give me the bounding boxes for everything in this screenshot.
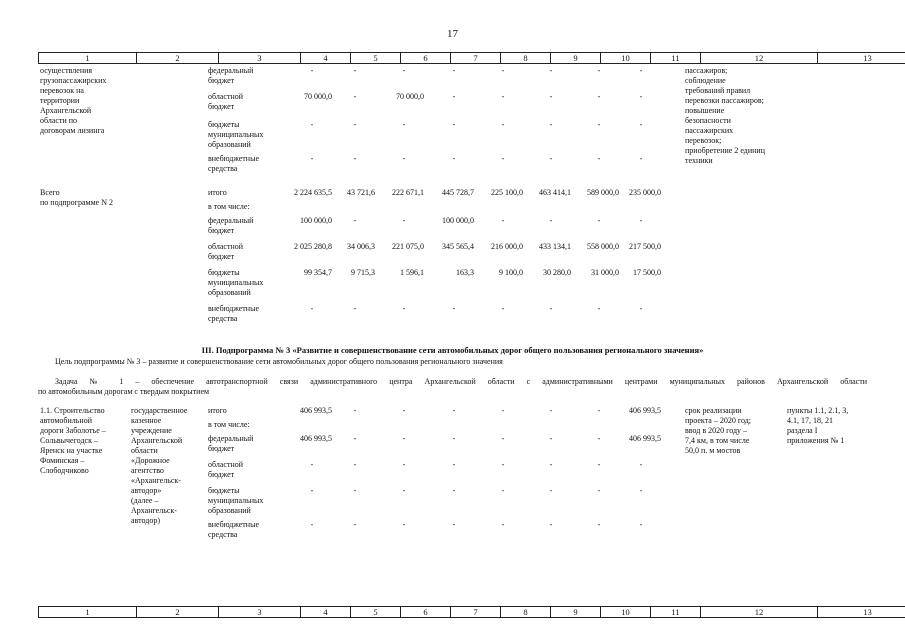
block1-value: -: [402, 66, 406, 75]
block1-value: -: [549, 66, 553, 75]
block2-value: -: [501, 216, 505, 225]
page-number: 17: [447, 28, 458, 40]
block3-row-label: бюджет: [208, 444, 235, 453]
block3-measure: дороги Заболотье –: [40, 426, 106, 435]
block3-reference: раздела I: [787, 426, 818, 435]
block2-value: 43 721,6: [347, 188, 375, 197]
block3-result: срок реализации: [685, 406, 742, 415]
block3-executor: автодор»: [131, 486, 162, 495]
block2-value: 225 100,0: [491, 188, 523, 197]
block3-value: -: [452, 406, 456, 415]
block1-description: грузопассажирских: [40, 76, 107, 85]
block2-value: 99 354,7: [304, 268, 332, 277]
block2-value: 31 000,0: [591, 268, 619, 277]
block2-row-label: внебюджетные: [208, 304, 259, 313]
block3-row-label: внебюджетные: [208, 520, 259, 529]
block3-value: -: [549, 486, 553, 495]
block1-row-label: областной: [208, 92, 244, 101]
block3-value: -: [353, 406, 357, 415]
block2-title: по подпрограмме N 2: [40, 198, 113, 207]
header-bottom-col-5: 5: [351, 607, 401, 618]
block1-value: 70 000,0: [304, 92, 332, 101]
block3-value: -: [639, 486, 643, 495]
block3-value: 406 993,5: [300, 406, 332, 415]
block3-value: -: [501, 460, 505, 469]
block1-value: -: [501, 120, 505, 129]
block3-value: -: [452, 486, 456, 495]
block2-value: 463 414,1: [539, 188, 571, 197]
block3-result: проекта – 2020 год;: [685, 416, 751, 425]
block3-value: -: [501, 434, 505, 443]
block3-value: -: [501, 406, 505, 415]
block1-value: -: [549, 92, 553, 101]
header-top-col-11: 11: [651, 53, 701, 64]
block2-value: 222 671,1: [392, 188, 424, 197]
block3-measure: Фоминская –: [40, 456, 85, 465]
block3-executor: «Дорожное: [131, 456, 170, 465]
block1-value: -: [501, 92, 505, 101]
block2-row-label: федеральный: [208, 216, 254, 225]
header-bottom-col-7: 7: [451, 607, 501, 618]
block2-value: -: [549, 216, 553, 225]
block3-value: -: [353, 486, 357, 495]
block2-value: -: [402, 304, 406, 313]
header-top-col-13: 13: [818, 53, 905, 64]
block2-value: 221 075,0: [392, 242, 424, 251]
block1-value: -: [402, 120, 406, 129]
block2-value: 216 000,0: [491, 242, 523, 251]
block1-value: -: [353, 154, 357, 163]
block3-measure: Слободчиково: [40, 466, 89, 475]
block1-description: области по: [40, 116, 78, 125]
block2-value: 9 715,3: [351, 268, 375, 277]
block2-row-label: бюджет: [208, 252, 235, 261]
block1-row-label: бюджет: [208, 102, 235, 111]
block3-value: -: [452, 434, 456, 443]
header-top-col-10: 10: [601, 53, 651, 64]
block3-row-label: федеральный: [208, 434, 254, 443]
block3-reference: пункты 1.1, 2.1, 3,: [787, 406, 849, 415]
block1-value: -: [639, 66, 643, 75]
block3-reference: 4.1, 17, 18, 21: [787, 416, 833, 425]
block3-executor: области: [131, 446, 158, 455]
block3-measure: 1.1. Строительство: [40, 406, 105, 415]
block3-row-label: в том числе:: [208, 420, 250, 429]
block2-value: 2 025 280,8: [294, 242, 332, 251]
block2-value: 558 000,0: [587, 242, 619, 251]
block3-value: -: [452, 520, 456, 529]
block3-value: -: [549, 460, 553, 469]
block2-value: -: [501, 304, 505, 313]
block1-value: -: [353, 92, 357, 101]
task-line-2: по автомобильным дорогам с твердым покрытием: [38, 387, 210, 396]
block1-row-label: образований: [208, 140, 251, 149]
block3-value: -: [597, 406, 601, 415]
block1-description: договорам лизинга: [40, 126, 105, 135]
block3-result: 50,0 п. м мостов: [685, 446, 741, 455]
block1-value: -: [310, 154, 314, 163]
block2-row-label: средства: [208, 314, 238, 323]
block1-value: -: [597, 92, 601, 101]
block2-value: 163,3: [456, 268, 474, 277]
block3-executor: автодор): [131, 516, 161, 525]
block2-value: -: [402, 216, 406, 225]
header-top-col-6: 6: [401, 53, 451, 64]
block1-row-label: средства: [208, 164, 238, 173]
block3-executor: (далее –: [131, 496, 159, 505]
block3-value: -: [402, 460, 406, 469]
block3-value: -: [310, 486, 314, 495]
block2-value: 30 280,0: [543, 268, 571, 277]
block1-description: перевозок на: [40, 86, 84, 95]
block3-value: 406 993,5: [629, 406, 661, 415]
block3-value: -: [597, 486, 601, 495]
block2-value: -: [639, 216, 643, 225]
header-bottom-col-4: 4: [301, 607, 351, 618]
block1-row-label: федеральный: [208, 66, 254, 75]
block3-executor: государственное: [131, 406, 188, 415]
block2-value: 17 500,0: [633, 268, 661, 277]
block1-row-label: муниципальных: [208, 130, 264, 139]
block3-executor: Архангельск-: [131, 506, 177, 515]
block2-value: 100 000,0: [442, 216, 474, 225]
header-bottom-col-10: 10: [601, 607, 651, 618]
block2-value: 235 000,0: [629, 188, 661, 197]
header-top-col-1: 1: [39, 53, 137, 64]
block2-row-label: муниципальных: [208, 278, 264, 287]
block3-executor: казенное: [131, 416, 162, 425]
block3-row-label: муниципальных: [208, 496, 264, 505]
block1-value: -: [639, 92, 643, 101]
header-bottom-col-6: 6: [401, 607, 451, 618]
block3-value: -: [402, 486, 406, 495]
block1-value: -: [402, 154, 406, 163]
block1-result: перевозки пассажиров;: [685, 96, 764, 105]
block1-result: техники: [685, 156, 713, 165]
header-top-col-9: 9: [551, 53, 601, 64]
block1-value: -: [597, 120, 601, 129]
header-top-col-4: 4: [301, 53, 351, 64]
block2-row-label: бюджеты: [208, 268, 240, 277]
block1-row-label: внебюджетные: [208, 154, 259, 163]
column-header-row-bottom: [38, 606, 905, 618]
column-header-row-top: [38, 52, 905, 64]
block1-result: пассажирских: [685, 126, 734, 135]
block1-result: соблюдение: [685, 76, 726, 85]
block2-value: 1 596,1: [400, 268, 424, 277]
header-bottom-col-9: 9: [551, 607, 601, 618]
block3-value: -: [452, 460, 456, 469]
block3-row-label: областной: [208, 460, 244, 469]
block3-result: 7,4 км, в том числе: [685, 436, 750, 445]
block1-result: безопасности: [685, 116, 731, 125]
block1-description: территории: [40, 96, 80, 105]
block2-value: -: [353, 216, 357, 225]
block1-row-label: бюджет: [208, 76, 235, 85]
block2-value: 34 006,3: [347, 242, 375, 251]
block2-title: Всего: [40, 188, 60, 197]
block3-value: -: [402, 434, 406, 443]
block2-value: 445 728,7: [442, 188, 474, 197]
block2-row-label: бюджет: [208, 226, 235, 235]
block2-value: 345 565,4: [442, 242, 474, 251]
block2-value: -: [639, 304, 643, 313]
block3-measure: автомобильной: [40, 416, 92, 425]
block3-value: -: [402, 406, 406, 415]
block3-row-label: образований: [208, 506, 251, 515]
task-line-1: Задача № 1 – обеспечение автотранспортной связи административного центра Архангельской области с административными центрами муниципальных районов Архангельской области: [55, 377, 867, 386]
block2-value: 9 100,0: [499, 268, 523, 277]
block1-value: -: [353, 66, 357, 75]
block1-description: осуществления: [40, 66, 93, 75]
block3-value: 406 993,5: [300, 434, 332, 443]
block3-value: -: [597, 520, 601, 529]
header-bottom-col-8: 8: [501, 607, 551, 618]
block1-value: -: [310, 120, 314, 129]
block3-value: -: [501, 520, 505, 529]
header-bottom-col-13: 13: [818, 607, 905, 618]
block2-row-label: итого: [208, 188, 227, 197]
block1-result: пассажиров;: [685, 66, 728, 75]
block1-value: -: [549, 154, 553, 163]
block2-value: -: [310, 304, 314, 313]
block3-reference: приложения № 1: [787, 436, 845, 445]
block3-value: -: [353, 520, 357, 529]
block1-result: повышение: [685, 106, 725, 115]
block3-row-label: бюджет: [208, 470, 235, 479]
block3-row-label: бюджеты: [208, 486, 240, 495]
block1-value: -: [639, 154, 643, 163]
block1-value: -: [501, 154, 505, 163]
block1-value: -: [310, 66, 314, 75]
block3-executor: учреждение: [131, 426, 172, 435]
header-top-col-3: 3: [219, 53, 301, 64]
block2-value: 217 500,0: [629, 242, 661, 251]
block1-value: -: [597, 66, 601, 75]
block1-value: -: [639, 120, 643, 129]
block1-value: 70 000,0: [396, 92, 424, 101]
block2-value: -: [452, 304, 456, 313]
block3-value: -: [597, 460, 601, 469]
block3-executor: Архангельской: [131, 436, 183, 445]
block3-value: -: [501, 486, 505, 495]
header-bottom-col-12: 12: [701, 607, 818, 618]
block1-value: -: [452, 92, 456, 101]
block2-value: 433 134,1: [539, 242, 571, 251]
block3-value: -: [549, 434, 553, 443]
block2-value: 100 000,0: [300, 216, 332, 225]
header-bottom-col-3: 3: [219, 607, 301, 618]
block1-value: -: [597, 154, 601, 163]
block3-value: -: [402, 520, 406, 529]
block1-result: приобретение 2 единиц: [685, 146, 765, 155]
header-top-col-5: 5: [351, 53, 401, 64]
block1-value: -: [452, 66, 456, 75]
block3-value: -: [639, 520, 643, 529]
block3-measure: Сольвычегодск –: [40, 436, 98, 445]
block3-value: 406 993,5: [629, 434, 661, 443]
block2-value: 2 224 635,5: [294, 188, 332, 197]
block3-row-label: средства: [208, 530, 238, 539]
block3-value: -: [639, 460, 643, 469]
block2-value: -: [549, 304, 553, 313]
header-top-col-2: 2: [137, 53, 219, 64]
block1-result: требований правил: [685, 86, 751, 95]
block1-value: -: [452, 120, 456, 129]
block3-value: -: [549, 520, 553, 529]
block2-row-label: в том числе:: [208, 202, 250, 211]
block3-row-label: итого: [208, 406, 227, 415]
block3-value: -: [310, 460, 314, 469]
section-title: III. Подпрограмма № 3 «Развитие и совершенствование сети автомобильных дорог общего пользования регионального значения»: [201, 345, 704, 355]
block2-row-label: образований: [208, 288, 251, 297]
header-top-col-7: 7: [451, 53, 501, 64]
header-top-col-12: 12: [701, 53, 818, 64]
block1-description: Архангельской: [40, 106, 92, 115]
block1-result: перевозок;: [685, 136, 722, 145]
block3-value: -: [353, 434, 357, 443]
block1-value: -: [549, 120, 553, 129]
block2-value: -: [353, 304, 357, 313]
block3-result: ввод в 2020 году –: [685, 426, 748, 435]
block2-value: -: [597, 216, 601, 225]
block3-value: -: [353, 460, 357, 469]
block3-value: -: [310, 520, 314, 529]
block1-value: -: [452, 154, 456, 163]
program-goal: Цель подпрограммы № 3 – развитие и совершенствование сети автомобильных дорог общего пользования регионального значения: [55, 357, 503, 366]
block3-executor: агентство: [131, 466, 164, 475]
block3-value: -: [597, 434, 601, 443]
header-top-col-8: 8: [501, 53, 551, 64]
block1-row-label: бюджеты: [208, 120, 240, 129]
header-bottom-col-11: 11: [651, 607, 701, 618]
block1-value: -: [353, 120, 357, 129]
block2-row-label: областной: [208, 242, 244, 251]
block2-value: -: [597, 304, 601, 313]
block2-value: 589 000,0: [587, 188, 619, 197]
block1-value: -: [501, 66, 505, 75]
block3-executor: «Архангельск-: [131, 476, 181, 485]
block3-measure: Яренск на участке: [40, 446, 103, 455]
header-bottom-col-1: 1: [39, 607, 137, 618]
header-bottom-col-2: 2: [137, 607, 219, 618]
block3-value: -: [549, 406, 553, 415]
